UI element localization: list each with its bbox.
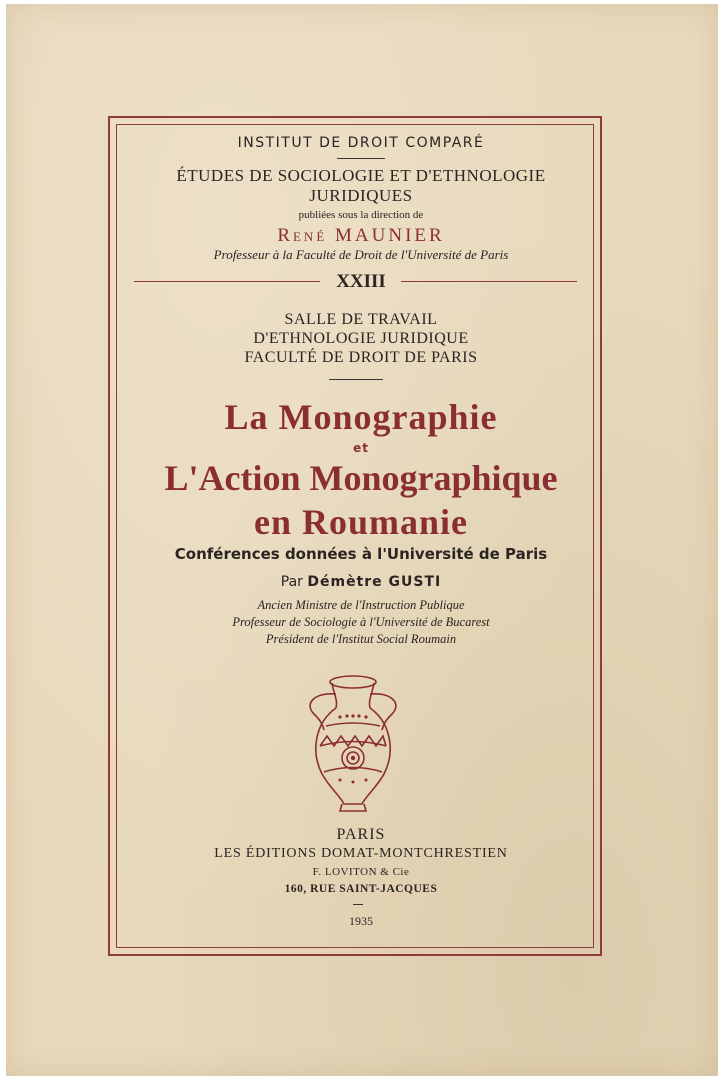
director-name: René MAUNIER <box>277 225 445 246</box>
seminar-line2: D'ETHNOLOGIE JURIDIQUE <box>253 330 469 347</box>
director-title: Professeur à la Faculté de Droit de l'Université de Paris <box>213 247 509 262</box>
publisher-owner: F. LOVITON & Cie <box>312 866 410 878</box>
author-prefix: Par <box>280 574 303 590</box>
subtitle: Conférences données à l'Université de Paris <box>174 545 548 563</box>
author-role1: Ancien Ministre de l'Instruction Publique <box>257 598 465 612</box>
author-line <box>0 574 722 590</box>
title-line3: en Roumanie <box>253 502 468 542</box>
author-role2: Professeur de Sociologie à l'Université de Bucarest <box>232 615 490 629</box>
seminar-line3: FACULTÉ DE DROIT DE PARIS <box>244 349 478 366</box>
divider <box>337 158 385 159</box>
series-title-line2: JURIDIQUES <box>309 186 413 205</box>
divider <box>329 379 383 380</box>
publisher-name: LES ÉDITIONS DOMAT-MONTCHRESTIEN <box>214 846 508 861</box>
publisher-city: PARIS <box>336 826 386 843</box>
author-name: Démètre GUSTI <box>307 574 442 590</box>
title-line1: La Monographie <box>224 397 498 437</box>
publisher-address: 160, RUE SAINT-JACQUES <box>284 883 438 895</box>
volume-rule-right <box>401 281 577 282</box>
volume-number: XXIII <box>336 271 386 292</box>
seminar-line1: SALLE DE TRAVAIL <box>284 311 438 328</box>
title-conjunction: et <box>353 441 369 455</box>
publication-year: 1935 <box>349 914 373 928</box>
author-role3: Président de l'Institut Social Roumain <box>265 632 457 646</box>
vase-emblem <box>300 670 406 816</box>
institute-name: INSTITUT DE DROIT COMPARÉ <box>237 135 485 151</box>
series-title-line1: ÉTUDES DE SOCIOLOGIE ET D'ETHNOLOGIE <box>176 166 546 185</box>
title-line2: L'Action Monographique <box>164 458 558 498</box>
divider <box>353 904 363 905</box>
published-under-label: publiées sous la direction de <box>298 209 424 221</box>
